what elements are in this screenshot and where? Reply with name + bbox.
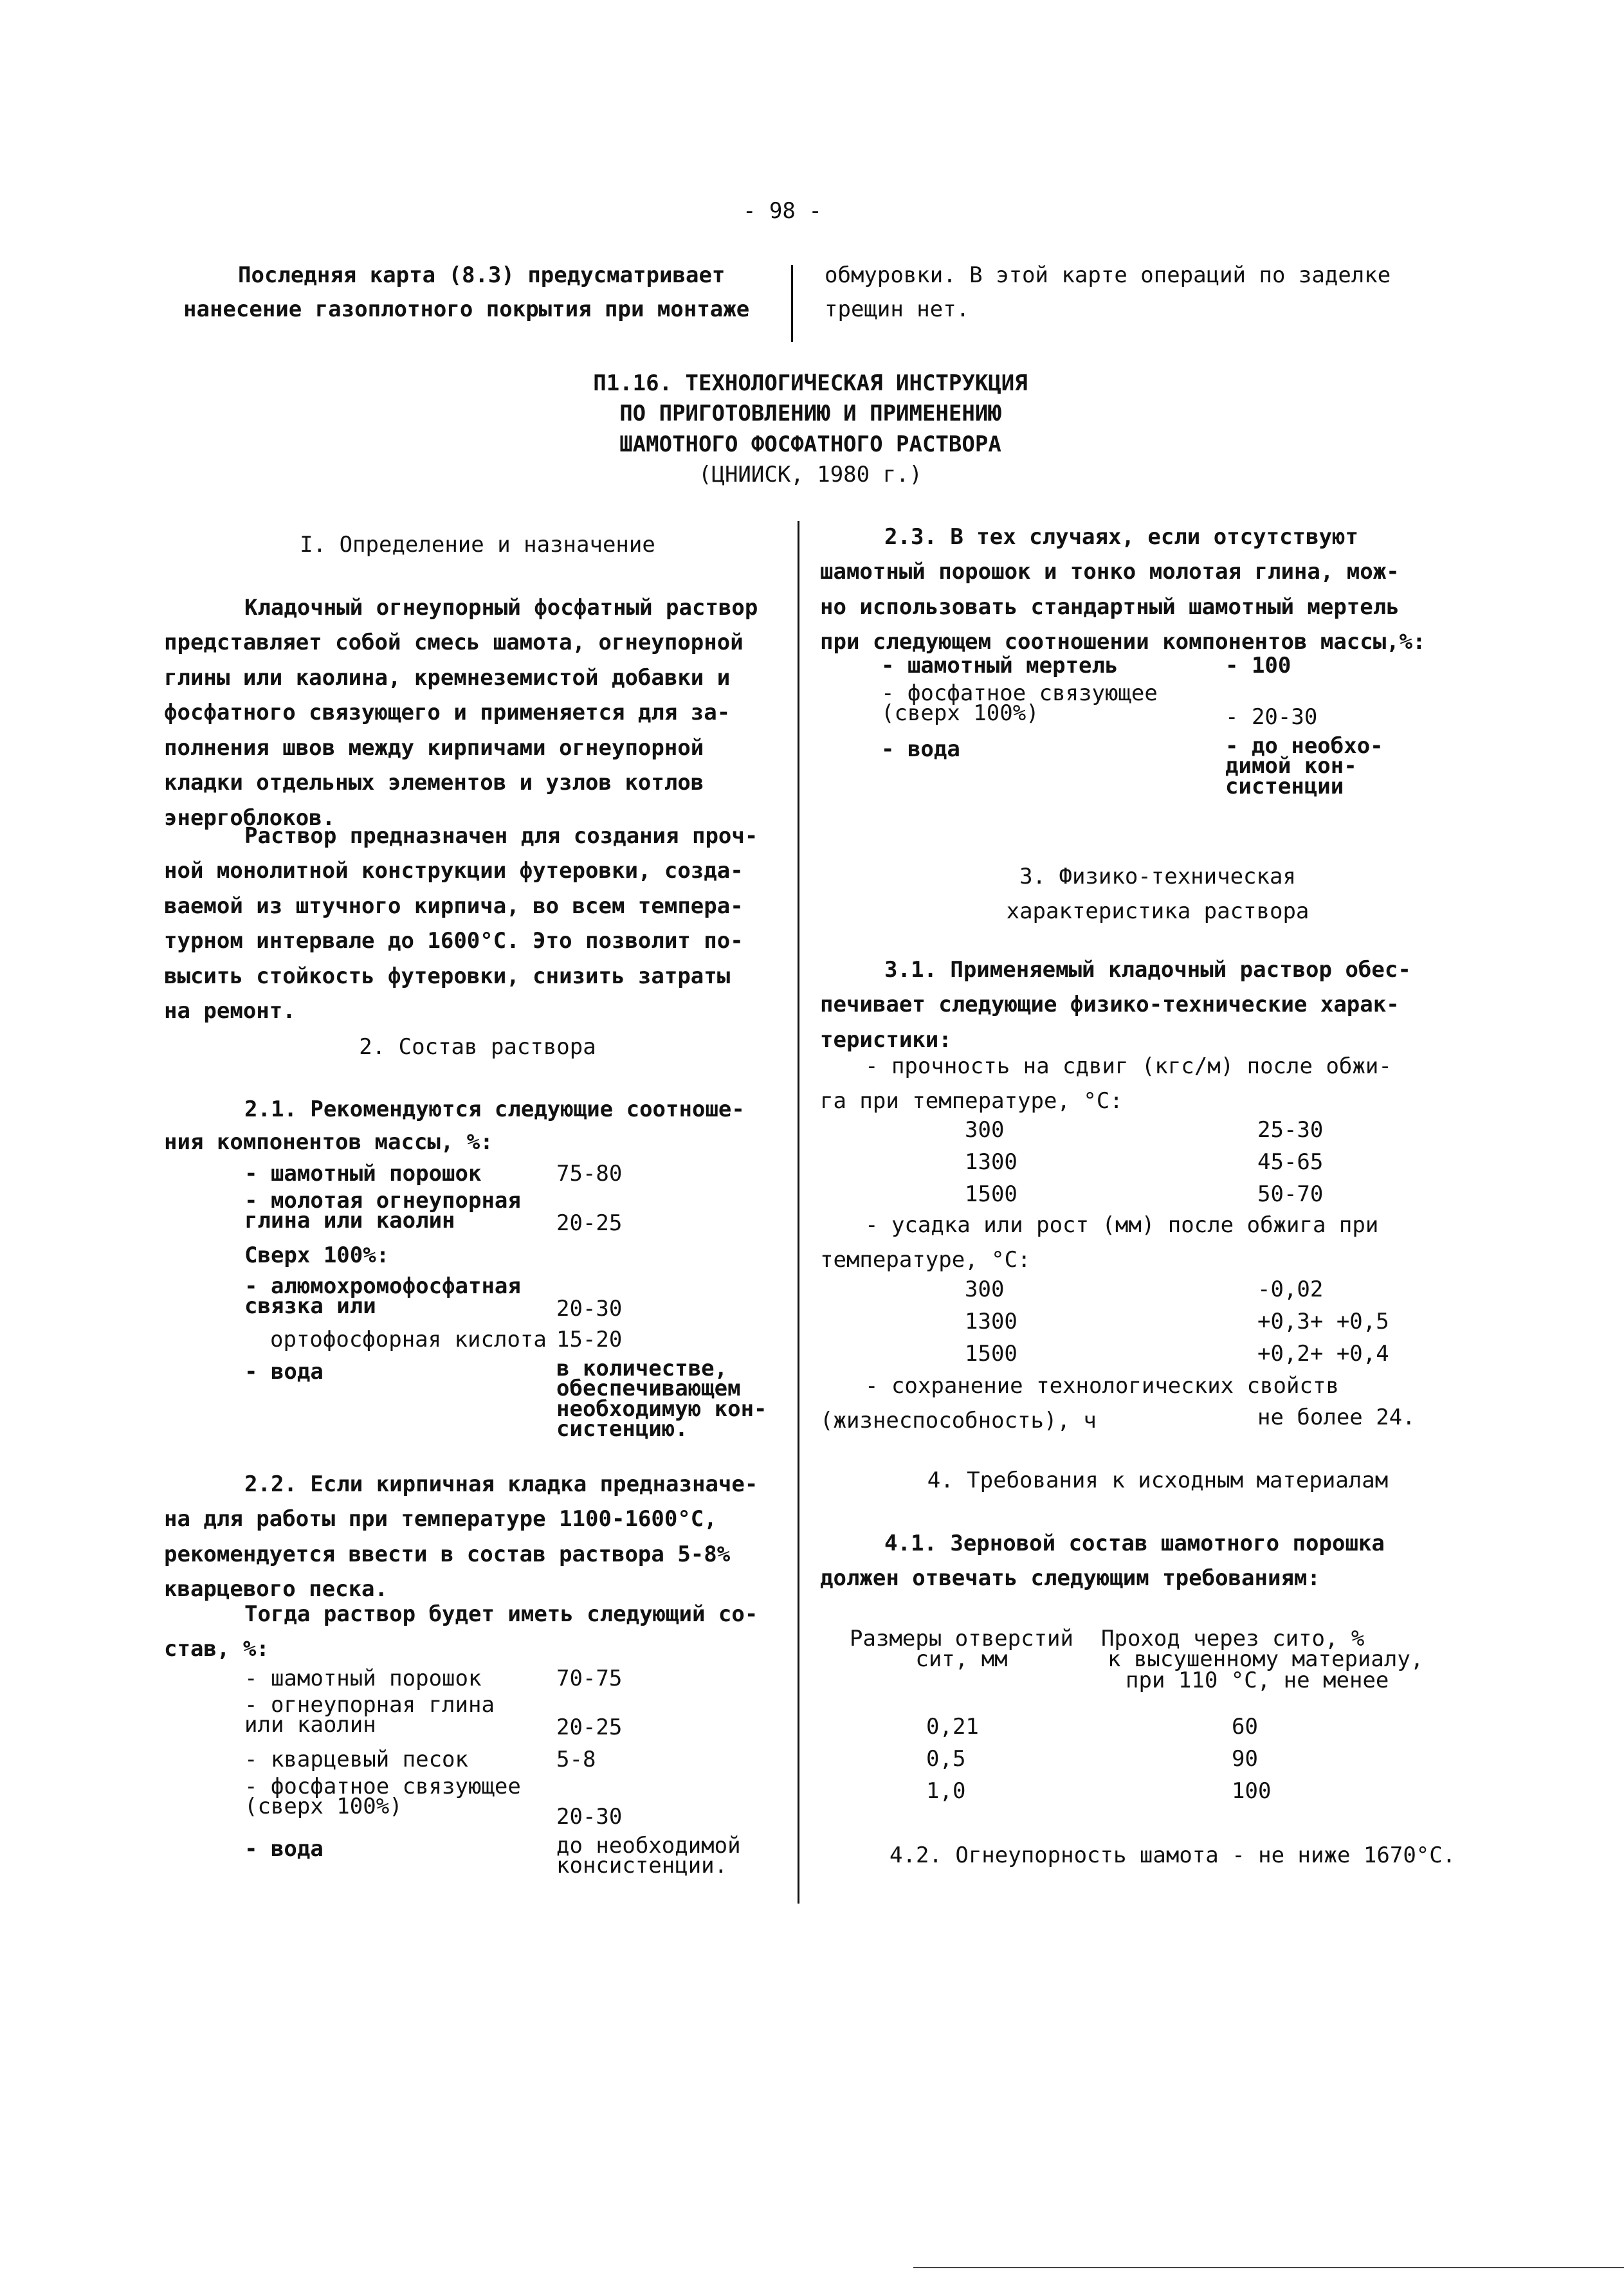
item-value: 20-25 xyxy=(556,1210,623,1236)
top-left-line: нанесение газоплотного покрытия при монтаже xyxy=(183,296,750,323)
item-value: - 100 xyxy=(1225,653,1291,678)
item-name: - алюмохромофосфатная связка или xyxy=(244,1273,521,1320)
header-line: к высушенному материалу, xyxy=(1108,1646,1424,1673)
text-line: га при температуре, °С: xyxy=(820,1088,1123,1114)
column-divider xyxy=(798,521,799,1904)
text-line: фосфатного связующего и применяется для за- xyxy=(164,700,731,726)
pass-percent: 100 xyxy=(1232,1778,1272,1804)
shear-strength-intro xyxy=(820,1053,1495,1115)
item-value: 20-30 xyxy=(556,1804,623,1830)
text-line: глины или каолина, кремнеземистой добавки и xyxy=(164,664,731,691)
page-number: - 98 - xyxy=(743,198,822,224)
temperature: 300 xyxy=(965,1277,1005,1302)
item-name: - вода xyxy=(244,1359,324,1385)
header-line: сит, мм xyxy=(915,1646,1008,1673)
text-line: (жизнеспособность), ч xyxy=(820,1408,1097,1434)
shrinkage-intro xyxy=(820,1212,1495,1274)
section-4-2: 4.2. Огнеупорность шамота - не ниже 1670°С. xyxy=(890,1842,1456,1868)
section-4-1 xyxy=(820,1531,1495,1592)
text-line: должен отвечать следующим требованиям: xyxy=(820,1565,1320,1592)
item-value: 20-25 xyxy=(556,1715,623,1740)
item-name: ортофосфорная кислота xyxy=(270,1327,547,1352)
heading-line: ШАМОТНОГО ФОСФАТНОГО РАСТВОРА xyxy=(619,431,1001,457)
sieve-size: 0,21 xyxy=(926,1714,979,1740)
text-line: кварцевого песка. xyxy=(164,1576,388,1603)
item-value: 75-80 xyxy=(556,1161,623,1187)
title-line: 3. Физико-техническая xyxy=(1019,864,1296,889)
temperature: 1300 xyxy=(965,1149,1017,1175)
text-line: шамотный порошок и тонко молотая глина, мож- xyxy=(820,559,1400,585)
title-line: характеристика раствора xyxy=(1006,898,1309,925)
strength-value: 50-70 xyxy=(1257,1181,1324,1207)
shrinkage-value: +0,2+ +0,4 xyxy=(1257,1341,1389,1367)
text-line: ваемой из штучного кирпича, во всем темпера- xyxy=(164,893,744,919)
header-line: Проход через сито, % xyxy=(1101,1626,1365,1651)
text-line: печивает следующие физико-технические харак- xyxy=(820,992,1400,1018)
text-line: турном интервале до 1600°С. Это позволит по- xyxy=(164,928,744,954)
document-heading xyxy=(489,370,1132,489)
pot-life-value: не более 24. xyxy=(1257,1405,1416,1430)
text-line: полнения швов между кирпичами огнеупорной xyxy=(164,734,704,761)
text-line: кладки отдельных элементов и узлов котлов xyxy=(164,770,704,796)
text-line: 2.3. В тех случаях, если отсутствуют xyxy=(884,524,1358,550)
text-line: теристики: xyxy=(820,1026,952,1053)
temperature: 1300 xyxy=(965,1309,1017,1334)
text-line: ния компонентов массы, %: xyxy=(164,1129,493,1156)
item-name: - шамотный мертель xyxy=(881,653,1118,678)
text-line: при следующем соотношении компонентов массы,%: xyxy=(820,629,1426,655)
heading-line: П1.16. ТЕХНОЛОГИЧЕСКАЯ ИНСТРУКЦИЯ xyxy=(593,370,1028,396)
bottom-rule xyxy=(913,2267,1624,2268)
text-line: - прочность на сдвиг (кгс/м) после обжи- xyxy=(865,1053,1392,1079)
section-3-title xyxy=(820,864,1495,925)
text-line: ной монолитной конструкции футеровки, созда- xyxy=(164,858,744,884)
top-right-line: трещин нет. xyxy=(825,296,970,323)
text-line: температуре, °С: xyxy=(820,1247,1031,1273)
pass-percent: 60 xyxy=(1232,1714,1258,1740)
text-line: 2.2. Если кирпичная кладка предназначе- xyxy=(244,1471,758,1497)
text-line: высить стойкость футеровки, снизить затраты xyxy=(164,963,731,989)
item-value: 15-20 xyxy=(556,1327,623,1352)
sieve-size: 1,0 xyxy=(926,1778,966,1804)
item-name: - фосфатное связующее (сверх 100%) xyxy=(881,680,1158,727)
text-line: Раствор предназначен для создания проч- xyxy=(244,823,758,849)
section-2-2 xyxy=(164,1471,791,1603)
text-line: но использовать стандартный шамотный мертель xyxy=(820,594,1400,620)
section-2-1-intro xyxy=(164,1096,791,1156)
text-line: представляет собой смесь шамота, огнеупорной xyxy=(164,630,744,656)
header-line: Размеры отверстий xyxy=(850,1626,1073,1651)
item-value: - 20-30 xyxy=(1225,704,1318,730)
item-name: - молотая огнеупорная глина или каолин xyxy=(244,1188,521,1234)
item-value: 5-8 xyxy=(556,1747,596,1772)
temperature: 1500 xyxy=(965,1341,1017,1367)
text-line: энергоблоков. xyxy=(164,805,336,831)
text-line: 3.1. Применяемый кладочный раствор обес- xyxy=(884,957,1411,983)
text-line: 2.1. Рекомендуются следующие соотноше- xyxy=(244,1096,745,1122)
text-line: Тогда раствор будет иметь следующий со- xyxy=(244,1601,758,1627)
item-name: - кварцевый песок xyxy=(244,1747,468,1772)
section-3-1 xyxy=(820,957,1495,1053)
section-1-paragraph-1 xyxy=(164,595,791,832)
text-line: став, %: xyxy=(164,1636,269,1662)
section-4-title: 4. Требования к исходным материалам xyxy=(927,1468,1389,1493)
text-line: - усадка или рост (мм) после обжига при xyxy=(865,1212,1379,1238)
sieve-size: 0,5 xyxy=(926,1746,966,1772)
item-value: в количестве, обеспечивающем необходимую кон- систенцию. xyxy=(556,1356,767,1442)
text-line: 4.1. Зерновой состав шамотного порошка xyxy=(884,1531,1385,1556)
item-name: - вода xyxy=(881,736,960,762)
strength-value: 25-30 xyxy=(1257,1117,1324,1143)
top-left-line: Последняя карта (8.3) предусматривает xyxy=(238,262,725,288)
heading-line: (ЦНИИСК, 1980 г.) xyxy=(698,462,922,488)
temperature: 1500 xyxy=(965,1181,1017,1207)
section-2-2-then xyxy=(164,1601,791,1663)
pass-percent: 90 xyxy=(1232,1746,1258,1772)
header-line: при 110 °С, не менее xyxy=(1126,1667,1389,1693)
item-value: 20-30 xyxy=(556,1296,623,1322)
text-line: рекомендуется ввести в состав раствора 5-8% xyxy=(164,1541,731,1567)
item-name: - вода xyxy=(244,1836,324,1862)
item-value: до необходимой консистенции. xyxy=(556,1833,741,1879)
item-name: - фосфатное связующее (сверх 100%) xyxy=(244,1774,521,1820)
shrinkage-value: +0,3+ +0,5 xyxy=(1257,1309,1389,1334)
text-line: Кладочный огнеупорный фосфатный раствор xyxy=(244,595,758,621)
column-divider-top xyxy=(791,265,793,342)
strength-value: 45-65 xyxy=(1257,1149,1324,1175)
top-right-line: обмуровки. В этой карте операций по заделке xyxy=(825,262,1391,288)
table-header-sieve xyxy=(833,1626,1090,1673)
item-name: Сверх 100%: xyxy=(244,1242,390,1268)
section-2-3 xyxy=(820,524,1495,656)
table-header-pass xyxy=(1101,1628,1423,1691)
section-1-title: I. Определение и назначение xyxy=(300,532,655,558)
top-right-text xyxy=(825,262,1391,323)
section-1-paragraph-2 xyxy=(164,823,791,1025)
text-line: на для работы при температуре 1100-1600°С, xyxy=(164,1506,717,1533)
text-line: на ремонт. xyxy=(164,998,296,1024)
temperature: 300 xyxy=(965,1117,1005,1143)
item-value: - до необхо- димой кон- систенции xyxy=(1225,733,1383,799)
item-name: - шамотный порошок xyxy=(244,1666,482,1691)
item-value: 70-75 xyxy=(556,1666,623,1691)
item-name: - огнеупорная глина или каолин xyxy=(244,1692,495,1738)
shrinkage-value: -0,02 xyxy=(1257,1277,1324,1302)
text-line: - сохранение технологических свойств xyxy=(865,1373,1339,1399)
section-2-title: 2. Состав раствора xyxy=(359,1034,596,1060)
heading-line: ПО ПРИГОТОВЛЕНИЮ И ПРИМЕНЕНИЮ xyxy=(619,401,1001,427)
top-left-text xyxy=(183,262,804,323)
item-name: - шамотный порошок xyxy=(244,1161,482,1187)
